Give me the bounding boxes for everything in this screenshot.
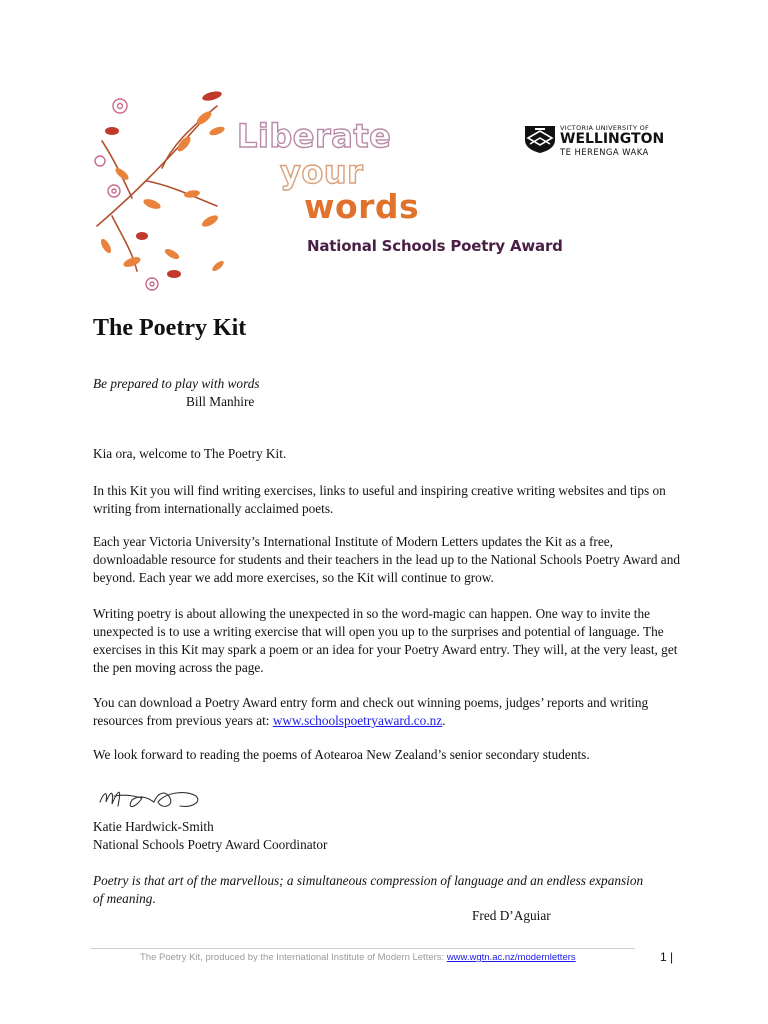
download-paragraph	[93, 694, 683, 730]
signoff-name: Katie Hardwick-Smith	[93, 819, 214, 834]
download-text: You can download a Poetry Award entry form and check out winning poems, judges’ reports and writing resources from previous years at:	[93, 695, 649, 728]
university-name: WELLINGTON	[560, 131, 665, 147]
university-crest-icon	[524, 124, 556, 154]
welcome-paragraph: Kia ora, welcome to The Poetry Kit.	[93, 446, 287, 461]
download-text-end: .	[442, 713, 446, 728]
closing-paragraph: We look forward to reading the poems of Aotearoa New Zealand’s senior secondary students.	[93, 747, 590, 762]
closing-quote-author: Fred D’Aguiar	[472, 908, 551, 923]
footer-text	[140, 952, 576, 963]
footer-credit: The Poetry Kit, produced by the International Institute of Modern Letters:	[140, 952, 447, 963]
intro-paragraph: In this Kit you will find writing exercises, links to useful and inspiring creative writing websites and tips on writing from internationally acclaimed poets.	[93, 483, 666, 516]
epigraph-quote: Be prepared to play with words	[93, 376, 260, 391]
footer-link[interactable]: www.wgtn.ac.nz/modernletters	[446, 952, 576, 963]
banner-word-words: words	[304, 187, 420, 226]
kit-description-paragraph: Each year Victoria University’s International Institute of Modern Letters updates the Kit as a free, downloadable resource for students and their teachers in the lead up to the National Schools Poetry Award and beyond. Each year we add more exercises, so the Kit will continue to grow.	[93, 534, 680, 585]
epigraph-author: Bill Manhire	[186, 394, 255, 409]
closing-quote: Poetry is that art of the marvellous; a simultaneous compression of language and an endless expansion of meaning.	[93, 873, 644, 906]
header-banner	[92, 86, 672, 301]
award-website-link[interactable]: www.schoolspoetryaward.co.nz	[272, 713, 443, 728]
writing-poetry-paragraph: Writing poetry is about allowing the unexpected in so the word-magic can happen. One way to invite the unexpected is to use a writing exercise that will open you up to the surprises and potential of language. The exercises in this Kit may spark a poem or an idea for your Poetry Award entry. They will, at the very least, get the pen moving across the page.	[93, 606, 678, 675]
page-title: The Poetry Kit	[93, 315, 247, 341]
university-logo	[524, 124, 674, 158]
award-name: National Schools Poetry Award	[307, 237, 563, 255]
signoff-role: National Schools Poetry Award Coordinator	[93, 837, 328, 852]
footer-divider	[90, 948, 635, 949]
banner-word-your: your	[280, 153, 364, 191]
banner-word-liberate: Liberate	[237, 117, 392, 155]
page-number: 1 |	[660, 950, 674, 964]
signature	[96, 780, 206, 816]
university-name-small: VICTORIA UNIVERSITY OF	[560, 124, 650, 132]
university-maori-name: TE HERENGA WAKA	[560, 148, 649, 158]
floral-illustration	[92, 86, 242, 301]
